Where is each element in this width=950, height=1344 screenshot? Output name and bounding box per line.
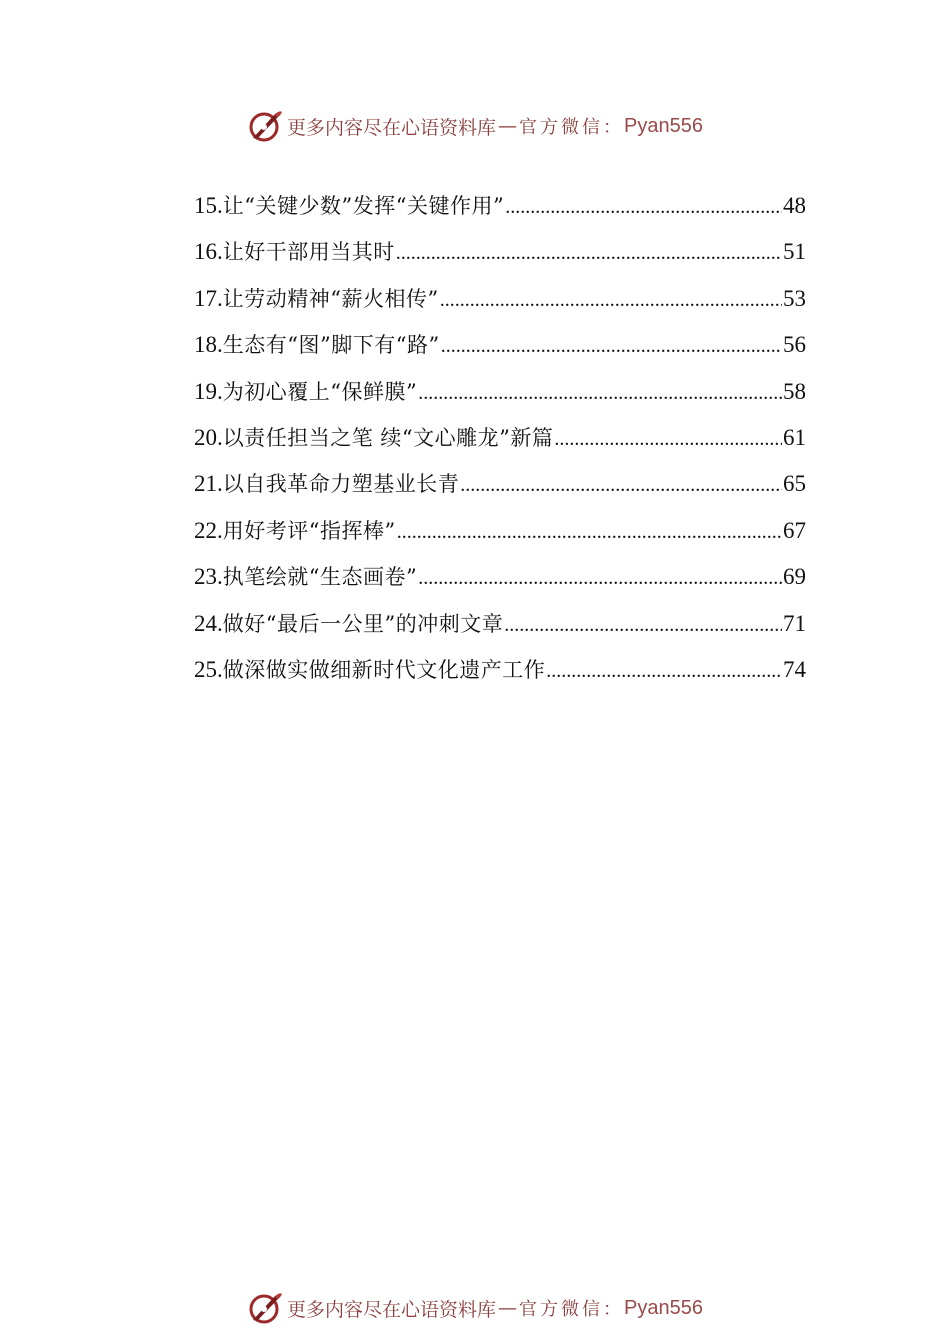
toc-entry-number: 20. <box>194 424 223 450</box>
toc-entry-title: 让好干部用当其时 <box>222 240 395 265</box>
toc-entry-title: 让“关键少数”发挥“关键作用” <box>222 194 505 218</box>
toc-entry[interactable] <box>194 461 806 507</box>
toc-entry-page: 58 <box>783 378 806 404</box>
toc-entry-number: 21. <box>194 471 223 497</box>
toc-dot-leader <box>460 462 782 508</box>
toc-entry-title: 以责任担当之笔 续“文心雕龙”新篇 <box>222 425 554 450</box>
toc-entry-page: 65 <box>783 471 806 497</box>
banner-text: 更多内容尽在心语资料库 <box>287 116 497 139</box>
toc-dot-leader <box>546 648 782 694</box>
toc-entry-title: 为初心覆上“保鲜膜” <box>222 379 418 404</box>
toc-dot-leader <box>397 509 782 555</box>
toc-entry-page: 53 <box>783 285 806 311</box>
banner-sub-text: 官方微信： <box>519 1299 625 1320</box>
toc-entry-title: 做深做实做细新时代文化遗产工作 <box>222 657 546 682</box>
toc-entry[interactable] <box>194 369 806 415</box>
toc-dot-leader <box>505 184 782 230</box>
toc-entry-page: 71 <box>783 610 806 636</box>
toc-entry-title: 生态有“图”脚下有“路” <box>222 333 440 358</box>
toc-entry-number: 18. <box>194 332 223 358</box>
toc-entry-page: 67 <box>783 517 806 543</box>
toc-dot-leader <box>418 370 782 416</box>
toc-entry[interactable] <box>194 415 806 461</box>
toc-dot-leader <box>554 416 782 462</box>
toc-entry[interactable] <box>194 508 806 554</box>
toc-entry-number: 19. <box>194 378 223 404</box>
toc-entry[interactable] <box>194 183 806 229</box>
banner-sub-text: 官方微信： <box>519 117 625 138</box>
toc-entry[interactable] <box>194 229 806 275</box>
toc-dot-leader <box>504 602 782 648</box>
toc-entry-number: 22. <box>194 517 223 543</box>
wechat-id: Pyan556 <box>624 114 703 137</box>
toc-entry-page: 74 <box>783 656 806 682</box>
toc-entry-number: 15. <box>194 193 223 218</box>
toc-entry[interactable] <box>194 647 806 693</box>
banner-dash: — <box>498 1297 518 1319</box>
toc-entry-title: 以自我革命力塑基业长青 <box>222 472 460 497</box>
toc-entry[interactable] <box>194 554 806 600</box>
toc-entry-number: 24. <box>194 610 223 636</box>
header-banner <box>0 106 950 146</box>
toc-entry-number: 16. <box>194 239 223 265</box>
toc-dot-leader <box>396 230 782 276</box>
toc-entry-page: 61 <box>783 424 806 450</box>
table-of-contents <box>194 183 806 693</box>
toc-dot-leader <box>440 277 782 323</box>
toc-entry-number: 25. <box>194 656 223 682</box>
toc-entry-page: 48 <box>783 193 806 218</box>
toc-entry-page: 51 <box>783 239 806 265</box>
toc-entry-title: 做好“最后一公里”的冲刺文章 <box>222 611 504 636</box>
toc-entry-number: 23. <box>194 564 223 590</box>
wechat-id: Pyan556 <box>624 1296 703 1319</box>
footer-banner <box>0 1288 950 1328</box>
toc-entry-number: 17. <box>194 285 223 311</box>
toc-entry[interactable] <box>194 601 806 647</box>
toc-entry-title: 让劳动精神“薪火相传” <box>222 286 439 311</box>
quill-logo-icon <box>247 108 283 144</box>
toc-entry-page: 56 <box>783 332 806 358</box>
banner-dash: — <box>498 115 518 137</box>
banner-text: 更多内容尽在心语资料库 <box>287 1298 497 1321</box>
toc-entry-page: 69 <box>783 564 806 590</box>
toc-dot-leader <box>418 555 782 601</box>
toc-entry-title: 执笔绘就“生态画卷” <box>222 565 418 590</box>
toc-entry[interactable] <box>194 276 806 322</box>
quill-logo-icon <box>247 1290 283 1326</box>
toc-entry-title: 用好考评“指挥棒” <box>222 518 396 543</box>
toc-entry[interactable] <box>194 322 806 368</box>
toc-dot-leader <box>441 323 782 369</box>
